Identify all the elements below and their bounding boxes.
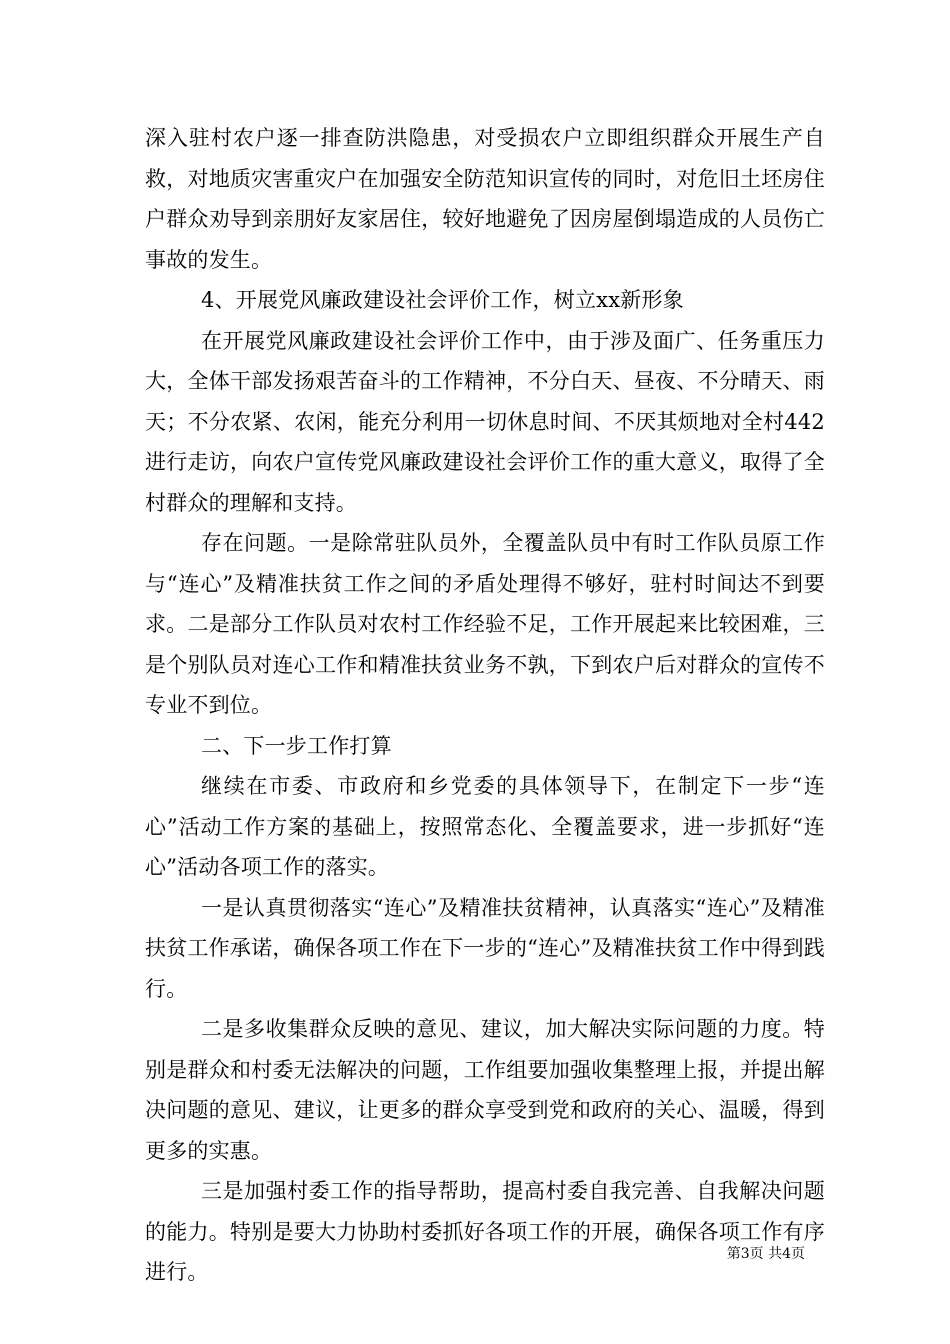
page-number: 第3页 共4页 — [726, 1246, 805, 1262]
paragraph-step-one: 一是认真贯彻落实“连心”及精准扶贫精神，认真落实“连心”及精准扶贫工作承诺，确保各项工作在下一步的“连心”及精准扶贫工作中得到践行。 — [145, 895, 825, 1001]
paragraph-step-three: 三是加强村委工作的指导帮助，提高村委自我完善、自我解决问题的能力。特别是要大力协助村委抓好各项工作的开展，确保各项工作有序进行。 — [145, 1179, 825, 1284]
section-heading-next-steps: 二、下一步工作打算 — [201, 733, 392, 758]
paragraph-step-two: 二是多收集群众反映的意见、建议，加大解决实际问题的力度。特别是群众和村委无法解决的问题，工作组要加强收集整理上报，并提出解决问题的意见、建议，让更多的群众享受到党和政府的关心、温暖，得到更多的实惠。 — [145, 1017, 825, 1163]
paragraph-flood-prevention: 深入驻村农户逐一排查防洪隐患，对受损农户立即组织群众开展生产自救，对地质灾害重灾户在加强安全防范知识宣传的同时，对危旧土坯房住户群众劝导到亲朋好友家居住，较好地避免了因房屋倒塌造成的人员伤亡事故的发生。 — [145, 126, 825, 272]
document-body — [145, 118, 825, 1293]
paragraph-existing-problems: 存在问题。一是除常驻队员外，全覆盖队员中有时工作队员原工作与“连心”及精准扶贫工作之间的矛盾处理得不够好，驻村时间达不到要求。二是部分工作队员对农村工作经验不足，工作开展起来比较困难，三是个别队员对连心工作和精准扶贫业务不孰，下到农户后对群众的宣传不专业不到位。 — [145, 531, 825, 717]
paragraph-next-steps-intro: 继续在市委、市政府和乡党委的具体领导下，在制定下一步“连心”活动工作方案的基础上，按照常态化、全覆盖要求，进一步抓好“连心”活动各项工作的落实。 — [145, 774, 825, 879]
section-heading-4: 4、开展党风廉政建设社会评价工作，树立xx新形象 — [201, 288, 684, 312]
paragraph-evaluation-work: 在开展党风廉政建设社会评价工作中，由于涉及面广、任务重压力大，全体干部发扬艰苦奋斗的工作精神，不分白天、昼夜、不分晴天、雨天；不分农紧、农闲，能充分利用一切休息时间、不厌其烦地对全村442进行走访，向农户宣传党风廉政建设社会评价工作的重大意义，取得了全村群众的理解和支持。 — [145, 328, 825, 515]
